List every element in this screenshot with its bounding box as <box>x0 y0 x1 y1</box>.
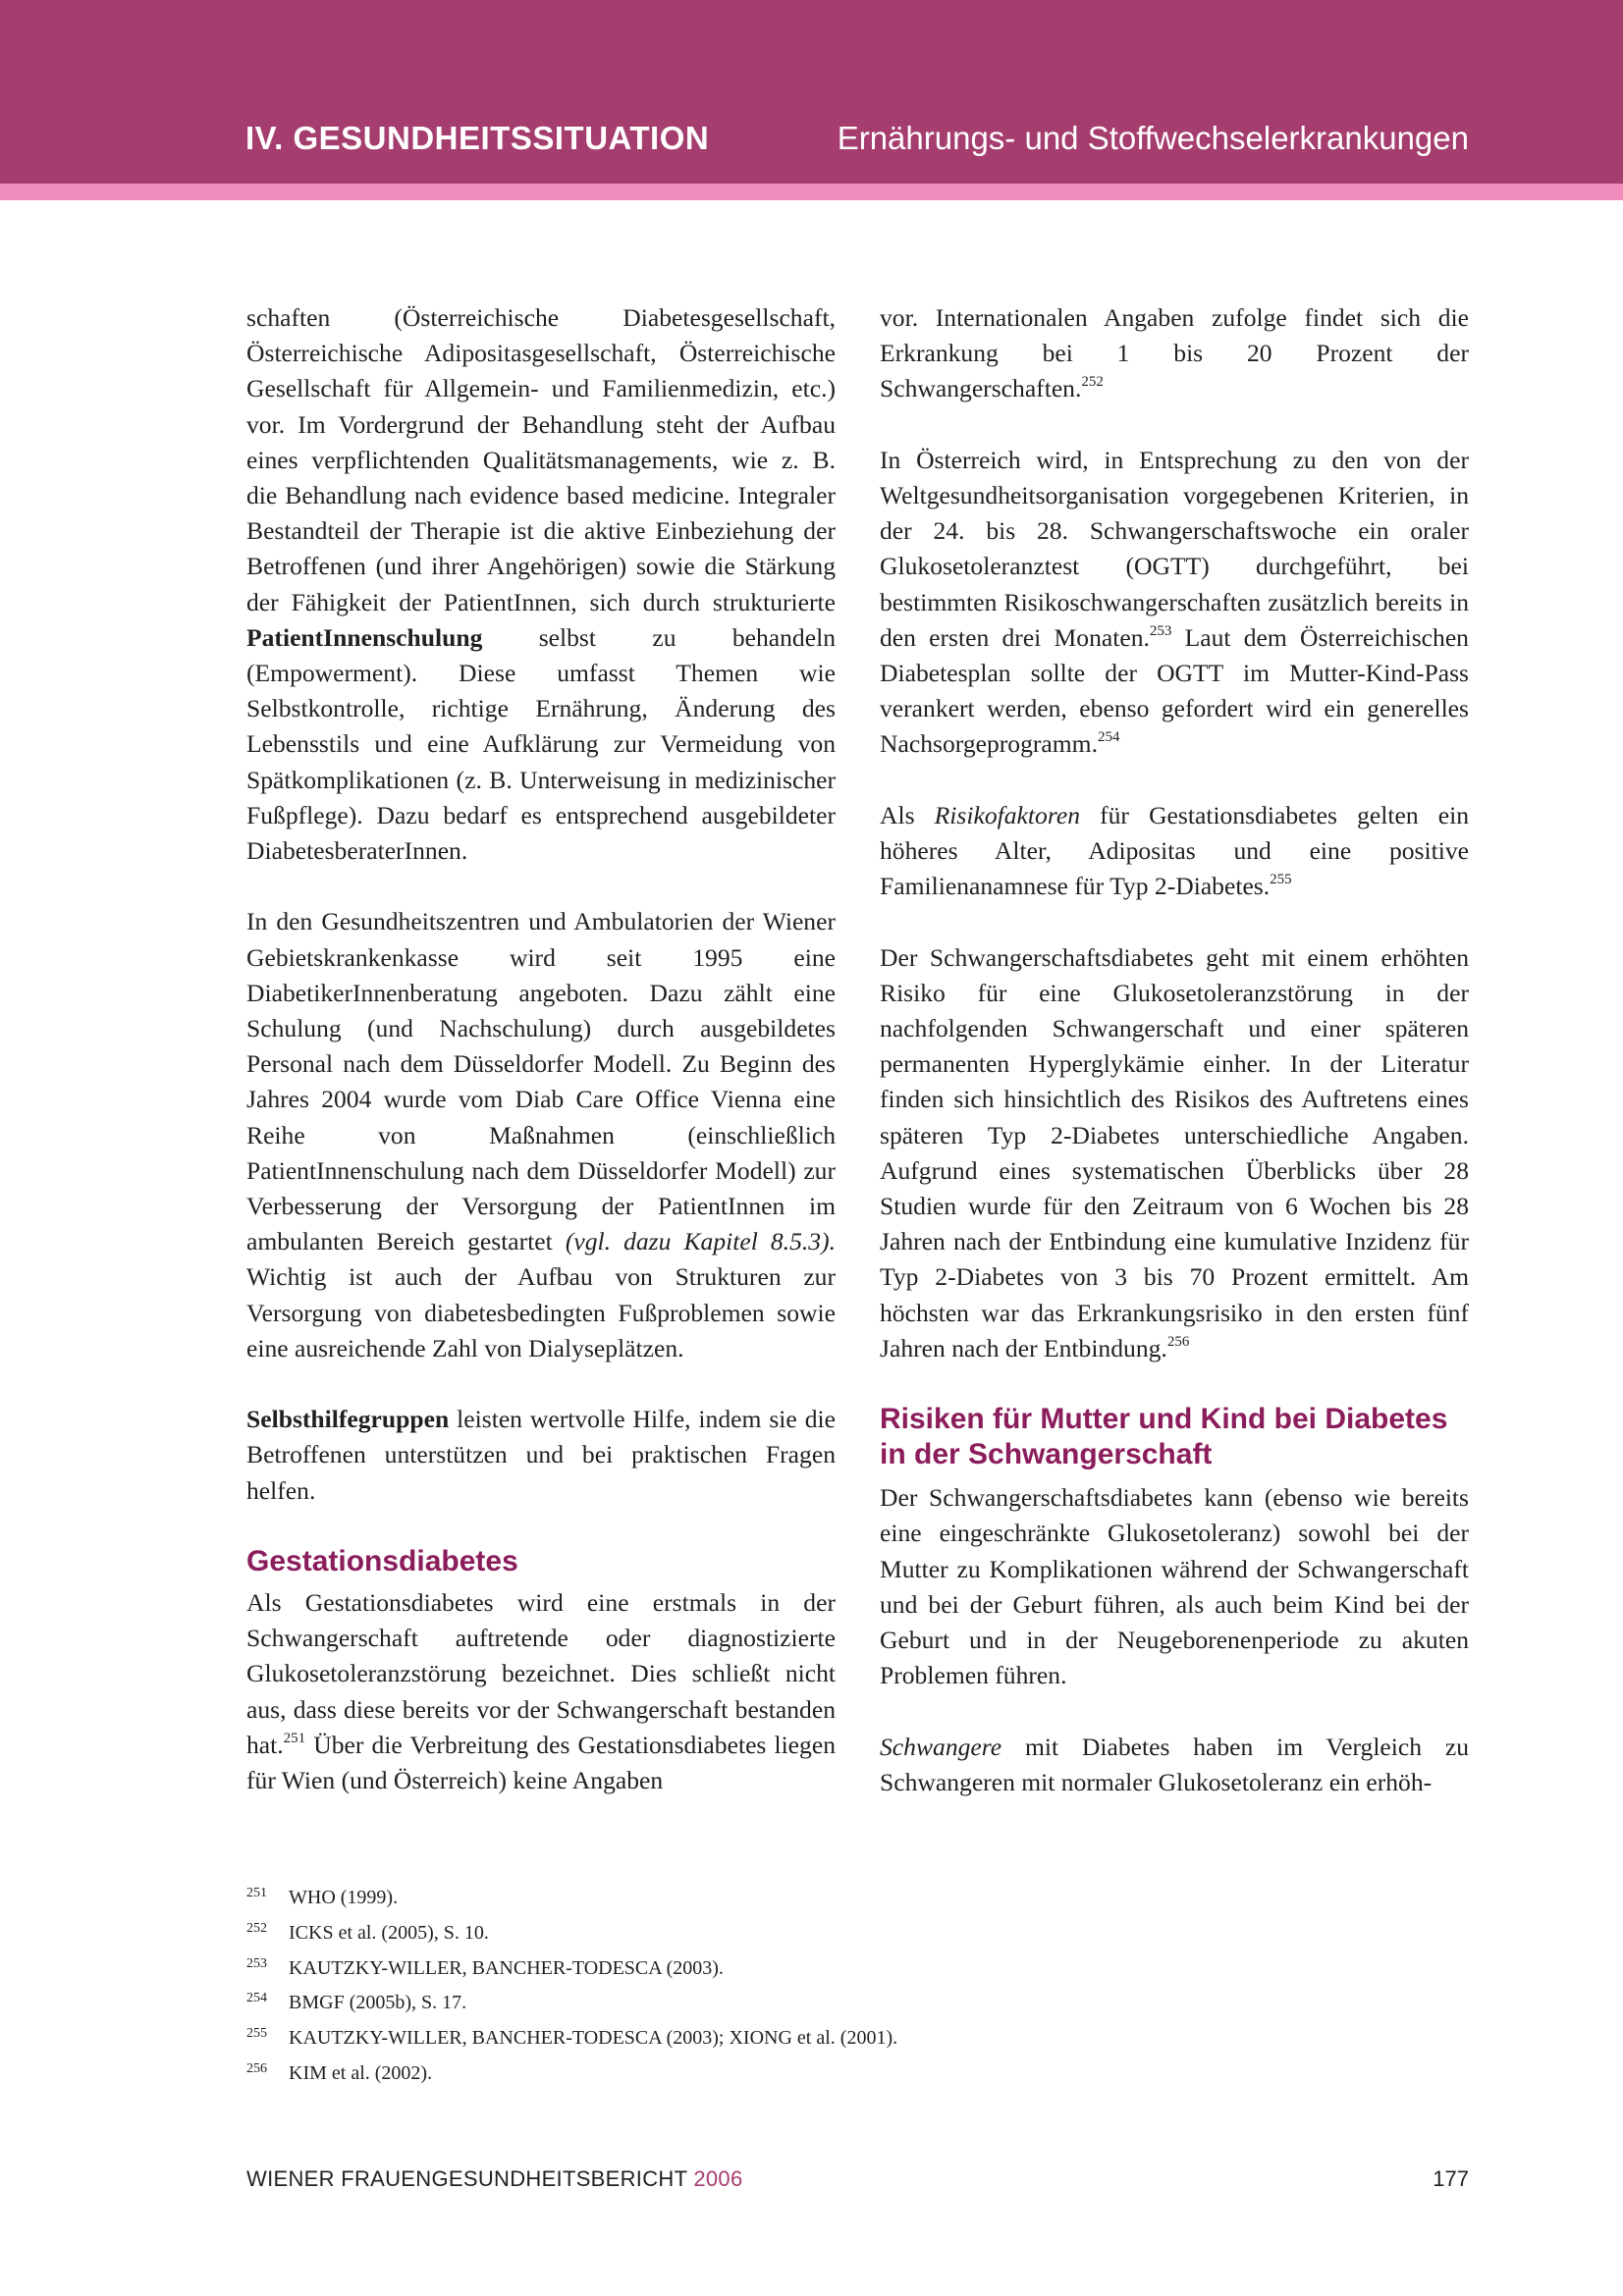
text: schaften (Österreichische Diabetesgesellschaft, Österreichische Adipositasgesellschaft, Österreichische Gesellschaft für Allgemein- und Familienmedizin, etc.) vor. Im Vordergrund der Behandlung steht der Aufbau eines verpflichtenden Qualitätsmanagements, wie z. B. die Behandlung nach evidence based medicine. Integraler Bestandteil der Therapie ist die aktive Einbeziehung der Betroffenen (und ihrer Angehörigen) sowie die Stärkung der Fähigkeit der PatientInnen, sich durch strukturierte <box>246 303 836 616</box>
text: Als <box>880 800 935 829</box>
italic-term: Schwangere <box>880 1732 1002 1761</box>
footnote-text: BMGF (2005b), S. 17. <box>289 1992 467 2014</box>
text: In Österreich wird, in Entsprechung zu den von der Weltgesundheitsorganisation vorgegebenen Kriterien, in der 24. bis 28. Schwangerschaftswoche ein oraler Glukosetoleranztest (OGTT) durchgeführt, bei bestimmten Risikoschwangerschaften zusätzlich bereits in den ersten drei Monaten. <box>880 445 1469 652</box>
text: Wichtig ist auch der Aufbau von Strukturen zur Versorgung von diabetesbedingten Fußproblemen sowie eine ausreichende Zahl von Dialyseplätzen. <box>246 1262 836 1362</box>
footnote-text: ICKS et al. (2005), S. 10. <box>289 1921 489 1944</box>
footnote-text: WHO (1999). <box>289 1887 399 1908</box>
text: vor. Internationalen Angaben zufolge findet sich die Erkrankung bei 1 bis 20 Prozent der Schwangerschaften. <box>880 303 1469 403</box>
paragraph <box>880 1480 1469 1693</box>
section-title: IV. GESUNDHEITSSITUATION <box>245 120 710 156</box>
report-year: 2006 <box>693 2166 743 2191</box>
footnote <box>246 1952 1228 1988</box>
report-title: WIENER FRAUENGESUNDHEITSBERICHT <box>246 2166 694 2191</box>
text: leisten wertvolle Hilfe, indem sie die Betroffenen unterstützen und bei praktischen Fragen helfen. <box>246 1405 836 1505</box>
footnote-ref: 252 <box>1081 374 1104 391</box>
footnote-ref: 256 <box>1166 1333 1190 1350</box>
paragraph <box>246 300 836 869</box>
bold-term: Selbsthilfegruppen <box>246 1405 450 1434</box>
footnote <box>246 2057 1228 2093</box>
paragraph <box>880 300 1469 407</box>
footnote-ref: 254 <box>1097 729 1120 746</box>
paragraph <box>246 1402 836 1509</box>
text: für Gestationsdiabetes gelten ein höheres Alter, Adipositas und eine positive Familienanamnese für Typ 2-Diabetes. <box>880 800 1469 901</box>
footnote <box>246 2022 1228 2057</box>
footnote-number: 256 <box>246 2060 267 2076</box>
page-header <box>0 0 1623 184</box>
footnote-ref: 253 <box>1149 622 1172 639</box>
paragraph <box>880 443 1469 763</box>
footnote-ref: 251 <box>283 1730 306 1746</box>
paragraph <box>880 798 1469 905</box>
paragraph <box>246 1585 836 1798</box>
footnote-number: 251 <box>246 1886 267 1900</box>
footnote <box>246 1882 1228 1917</box>
left-column <box>246 300 836 1798</box>
paragraph <box>246 904 836 1366</box>
footnote <box>246 1917 1228 1952</box>
chapter-title: Ernährungs- und Stoffwechselerkrankungen <box>837 120 1469 156</box>
footnote-ref: 255 <box>1270 872 1292 888</box>
right-column <box>880 300 1469 1800</box>
footnotes <box>246 1882 1228 2093</box>
text: Laut dem Österreichischen Diabetesplan sollte der OGTT im Mutter-Kind-Pass verankert werden, ebenso gefordert wird ein generelles Nachsorgeprogramm. <box>880 622 1469 759</box>
footnote-number: 254 <box>246 1991 267 2006</box>
text: Über die Verbreitung des Gestationsdiabetes liegen für Wien (und Österreich) keine Angaben <box>246 1730 836 1795</box>
footnote-number: 255 <box>246 2026 267 2042</box>
text: Als Gestationsdiabetes wird eine erstmals in der Schwangerschaft auftretende oder diagnostizierte Glukosetoleranzstörung bezeichnet. Dies schließt nicht aus, dass diese bereits vor der Schwangerschaft bestanden hat. <box>246 1588 836 1759</box>
footer-title <box>246 2166 743 2192</box>
footnote-text: KAUTZKY-WILLER, BANCHER-TODESCA (2003). <box>289 1956 724 1979</box>
italic-term: Risikofaktoren <box>934 800 1080 829</box>
cross-reference: (vgl. dazu Kapitel 8.5.3). <box>565 1227 836 1256</box>
paragraph <box>880 1730 1469 1800</box>
footnote <box>246 1987 1228 2022</box>
footnote-text: KIM et al. (2002). <box>289 2061 433 2084</box>
paragraph <box>880 940 1469 1366</box>
footnote-number: 252 <box>246 1920 267 1936</box>
heading-risiken: Risiken für Mutter und Kind bei Diabetes in der Schwangerschaft <box>880 1403 1448 1471</box>
text: Der Schwangerschaftsdiabetes kann (ebenso wie bereits eine eingeschränkte Glukosetoleranz) sowohl bei der Mutter zu Komplikationen während der Schwangerschaft und bei der Geburt führen, als auch beim Kind bei der Geburt und in der Neugeborenenperiode zu akuten Problemen führen. <box>880 1483 1469 1690</box>
text: mit Diabetes haben im Vergleich zu Schwangeren mit normaler Glukosetoleranz ein erhöh- <box>880 1732 1469 1796</box>
footnote-number: 253 <box>246 1955 267 1971</box>
text: selbst zu behandeln (Empowerment). Diese umfasst Themen wie Selbstkontrolle, richtige Ernährung, Änderung des Lebensstils und eine Aufklärung zur Vermeidung von Spätkomplikationen (z. B. Unterweisung in medizinischer Fußpflege). Dazu bedarf es entsprechend ausgebildeter DiabetesberaterInnen. <box>246 622 836 866</box>
bold-term: PatientInnenschulung <box>246 622 483 652</box>
text: In den Gesundheitszentren und Ambulatorien der Wiener Gebietskrankenkasse wird seit 1995 eine DiabetikerInnenberatung angeboten. Dazu zählt eine Schulung (und Nachschulung) durch ausgebildetes Personal nach dem Düsseldorfer Modell. Zu Beginn des Jahres 2004 wurde vom Diab Care Office Vienna eine Reihe von Maßnahmen (einschließlich PatientInnenschulung nach dem Düsseldorfer Modell) zur Verbesserung der Versorgung der PatientInnen im ambulanten Bereich gestartet <box>246 907 836 1256</box>
page-number: 177 <box>1433 2166 1469 2191</box>
heading-gestationsdiabetes: Gestationsdiabetes <box>246 1545 518 1578</box>
header-stripe <box>0 184 1623 200</box>
footnote-text: KAUTZKY-WILLER, BANCHER-TODESCA (2003); XIONG et al. (2001). <box>289 2027 898 2050</box>
text: Der Schwangerschaftsdiabetes geht mit einem erhöhten Risiko für eine Glukosetoleranzstörung in der nachfolgenden Schwangerschaft und einer späteren permanenten Hyperglykämie einher. In der Literatur finden sich hinsichtlich des Risikos des Auftretens eines späteren Typ 2-Diabetes unterschiedliche Angaben. Aufgrund eines systematischen Überblicks über 28 Studien wurde für den Zeitraum von 6 Wochen bis 28 Jahren nach der Entbindung eine kumulative Inzidenz für Typ 2-Diabetes von 3 bis 70 Prozent ermittelt. Am höchsten war das Erkrankungsrisiko in den ersten fünf Jahren nach der Entbindung. <box>880 942 1469 1362</box>
